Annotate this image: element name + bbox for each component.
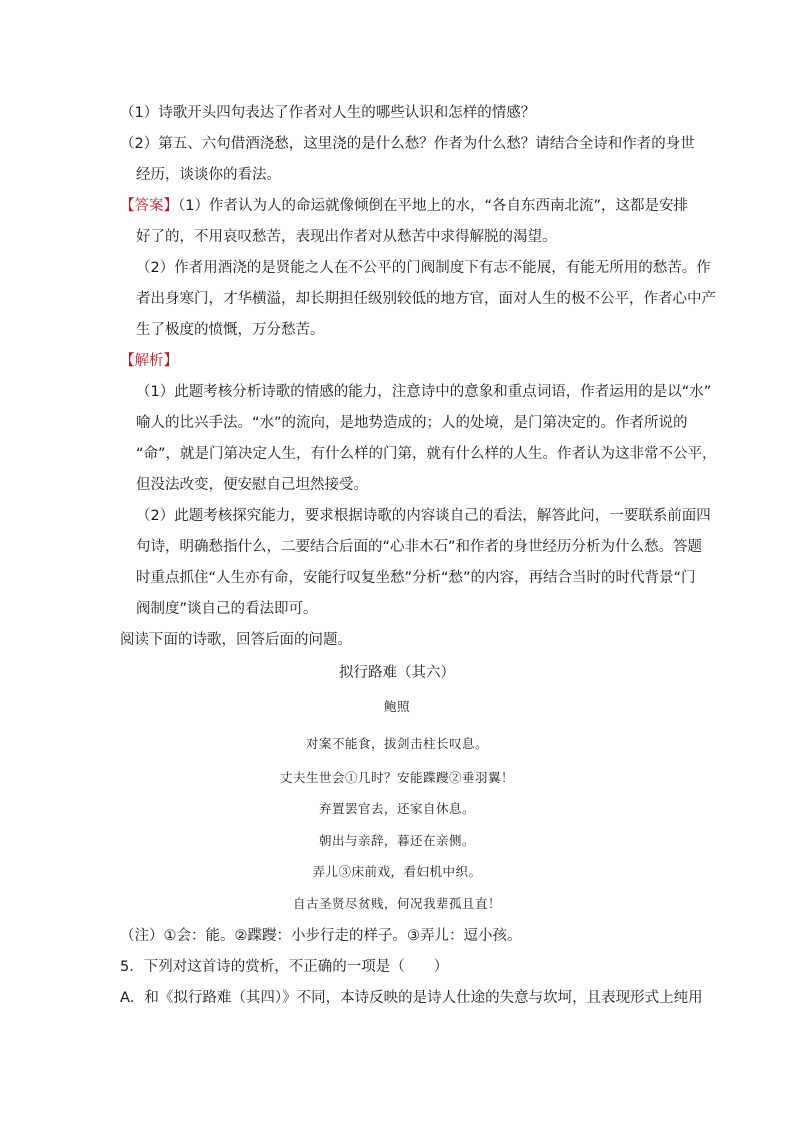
answer-2-line-3: 生了极度的愤慨，万分愁苦。	[136, 322, 325, 338]
poem-line-6: 自古圣贤尽贫贱，何况我辈孤且直！	[292, 896, 501, 911]
analysis-label: 【解析】	[120, 353, 178, 369]
answer-1-line-1	[120, 196, 688, 216]
analysis-1-line-3: “命”，就是门第决定人生，有什么样的门第，就有什么样的人生。作者认为这非常不公平，	[136, 446, 717, 462]
poem-note: （注）①会：能。②蹀躞：小步行走的样子。③弄儿：逗小孩。	[120, 928, 522, 944]
analysis-2-line-1: （2）此题考核探究能力，要求根据诗歌的内容谈自己的看法，解答此问，一要联系前面四	[136, 508, 711, 524]
question-2-line-1: （2）第五、六句借酒浇愁，这里浇的是什么愁？作者为什么愁？请结合全诗和作者的身世	[120, 136, 695, 152]
poem-author: 鲍照	[383, 699, 410, 714]
analysis-1-line-1: （1）此题考核分析诗歌的情感的能力，注意诗中的意象和重点词语，作者运用的是以“水”	[136, 384, 712, 400]
answer-1-line-2: 好了的，不用哀叹愁苦，表现出作者对从愁苦中求得解脱的渴望。	[136, 229, 557, 245]
poem-line-3: 弃置罢官去，还家自休息。	[318, 801, 475, 816]
answer-2-line-2: 者出身寒门，才华横溢，却长期担任级别较低的地方官，面对人生的极不公平，作者心中产	[136, 291, 716, 307]
analysis-2-line-2: 句诗，明确愁指什么，二要结合后面的“心非木石”和作者的身世经历分析为什么愁。答题	[136, 539, 703, 555]
analysis-1-line-2: 喻人的比兴手法。“水”的流向，是地势造成的；人的处境，是门第决定的。作者所说的	[136, 415, 688, 431]
question-2-line-2: 经历，谈谈你的看法。	[136, 167, 281, 183]
analysis-1-line-4: 但没法改变，便安慰自己坦然接受。	[136, 477, 368, 493]
analysis-2-line-4: 阀制度”谈自己的看法即可。	[136, 601, 318, 617]
answer-2-line-1: （2）作者用酒浇的是贤能之人在不公平的门阀制度下有志不能展，有能无所用的愁苦。作	[136, 260, 711, 276]
answer-label: 【答案】	[120, 198, 178, 214]
poem-line-4: 朝出与亲辞，暮还在亲侧。	[318, 833, 475, 848]
reading-prompt: 阅读下面的诗歌，回答后面的问题。	[120, 632, 352, 648]
poem-line-5: 弄儿③床前戏，看妇机中织。	[312, 864, 482, 879]
question-5-stem: 5．下列对这首诗的赏析，不正确的一项是（ ）	[120, 959, 449, 975]
question-5-option-a: A．和《拟行路难（其四）》不同，本诗反映的是诗人仕途的失意与坎坷，且表现形式上纯用	[120, 990, 703, 1006]
poem-line-1: 对案不能食，拔剑击柱长叹息。	[305, 736, 488, 751]
analysis-2-line-3: 时重点抓住“人生亦有命，安能行叹复坐愁”分析“愁”的内容，再结合当时的时代背景“门	[136, 570, 696, 586]
answer-1-text: （1）作者认为人的命运就像倾倒在平地上的水，“各自东西南北流”，这都是安排	[178, 198, 688, 214]
poem-line-2: 丈夫生世会①几时？安能蹀躞②垂羽翼！	[279, 770, 514, 785]
question-1: （1）诗歌开头四句表达了作者对人生的哪些认识和怎样的情感？	[120, 105, 536, 121]
poem-title: 拟行路难（其六）	[339, 665, 455, 681]
